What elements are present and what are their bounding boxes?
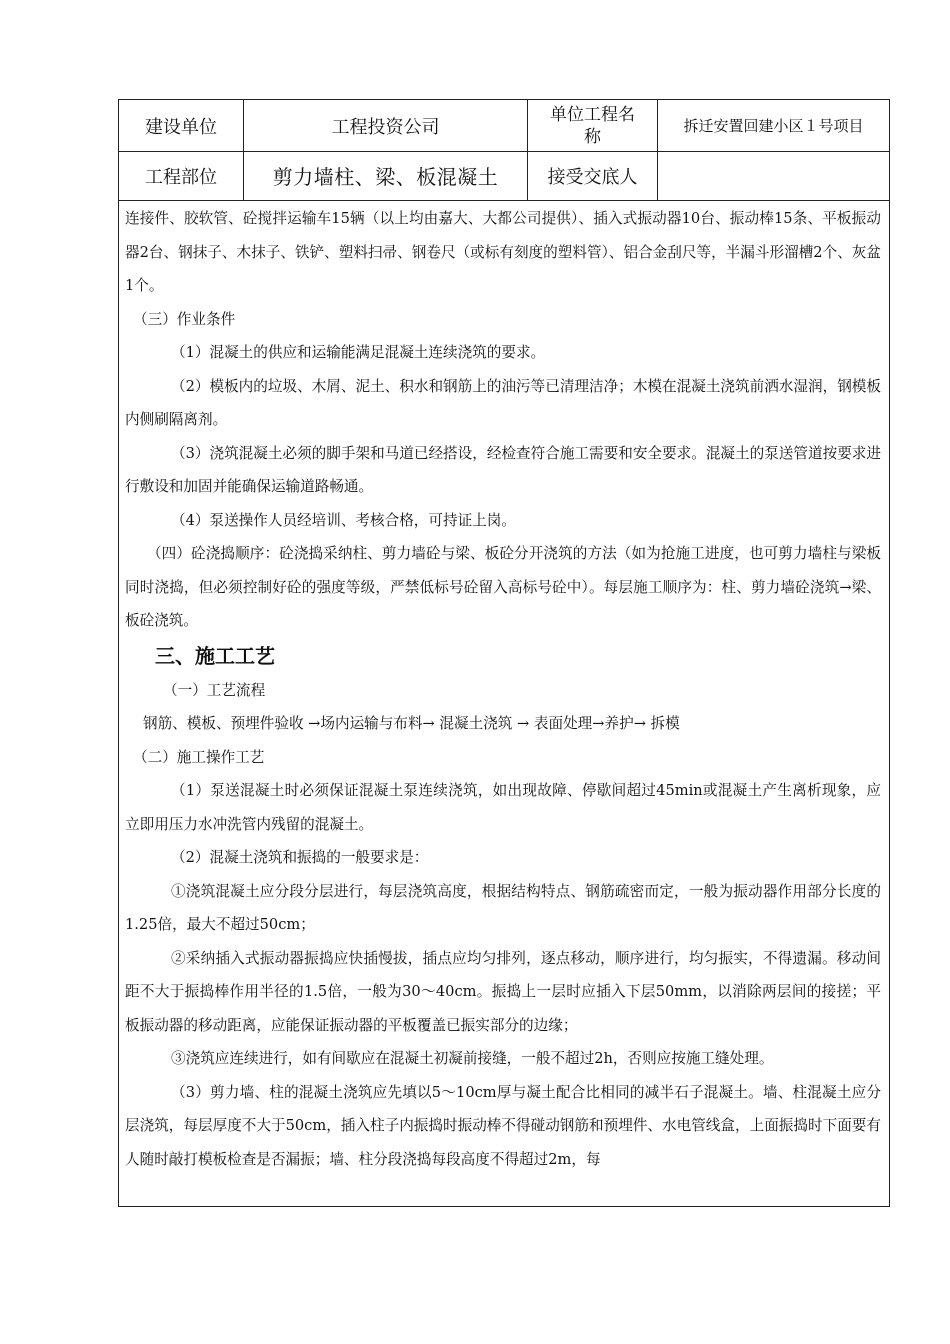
- construction-unit-label: 建设单位: [119, 100, 244, 151]
- project-name-label-line2: 称: [584, 126, 601, 147]
- section-heading-conditions: （三）作业条件: [133, 310, 236, 328]
- paragraph-equipment: 连接件、胶软管、砼搅拌运输车15辆（以上均由嘉大、大都公司提供）、插入式振动器10台、振动棒15条、平板振动器2台、钢抹子、木抹子、铁铲、塑料扫帚、钢卷尺（或标有刻度的塑料管）、铝合金刮尺等，半漏斗形溜槽2个、灰盆1个。: [125, 210, 881, 294]
- project-name-value: 拆迁安置回建小区１号项目: [683, 117, 864, 135]
- project-name-label: [528, 100, 658, 151]
- header-row-1: [119, 100, 889, 152]
- operation-2: （2）混凝土浇筑和振捣的一般要求是：: [171, 849, 429, 866]
- sub-heading-flow: （一）工艺流程: [163, 681, 266, 699]
- paragraph-pouring-order: （四）砼浇捣顺序：砼浇捣采纳柱、剪力墙砼与梁、板砼分开浇筑的方法（如为抢施工进度，也可剪力墙柱与梁板同时浇捣，但必须控制好砼的强度等级，严禁低标号砼留入高标号砼中）。每层施工顺序为：柱、剪力墙砼浇筑→梁、板砼浇筑。: [125, 545, 881, 629]
- project-part-label: 工程部位: [119, 151, 244, 200]
- recipient-value: [658, 151, 889, 200]
- document-table: [118, 99, 890, 1207]
- operation-3: （3）剪力墙、柱的混凝土浇筑应先填以5～10cm厚与凝土配合比相同的减半石子混凝土。墙、柱混凝土应分层浇筑，每层厚度不大于50cm，插入柱子内振捣时振动棒不得碰动钢筋和预埋件、水电管线盒，上面振捣时下面要有人随时敲打模板检查是否漏振；墙、柱分段浇捣每段高度不得超过2m，每: [125, 1083, 881, 1168]
- project-part-value: 剪力墙柱、梁、板混凝土: [244, 151, 528, 200]
- condition-4: （4）泵送操作人员经培训、考核合格，可持证上岗。: [171, 511, 516, 529]
- operation-2b: ②采纳插入式振动器振捣应快插慢拔，插点应均匀排列，逐点移动，顺序进行，均匀振实，不得遗漏。移动间距不大于振捣棒作用半径的1.5倍，一般为30～40cm。振捣上一层时应插入下层50mm，以消除两层间的接搓；平板振动器的移动距离，应能保证振动器的平板覆盖已振实部分的边缘；: [125, 949, 881, 1034]
- condition-2: （2）模板内的垃圾、木屑、泥土、积水和钢筋上的油污等已清理洁净；木模在混凝土浇筑前洒水湿润，钢模板内侧刷隔离剂。: [125, 377, 881, 428]
- construction-unit-value: 工程投资公司: [244, 100, 528, 151]
- condition-1: （1）混凝土的供应和运输能满足混凝土连续浇筑的要求。: [171, 344, 546, 361]
- operation-1: （1）泵送混凝土时必须保证混凝土泵连续浇筑，如出现故障、停歇间超过45min或混凝土产生离析现象，应立即用压力水冲洗管内残留的混凝土。: [125, 782, 881, 833]
- sub-heading-operation: （二）施工操作工艺: [133, 748, 265, 766]
- section-heading-process: 三、施工工艺: [155, 643, 275, 668]
- header-row-2: [119, 151, 889, 201]
- operation-2a: ①浇筑混凝土应分段分层进行，每层浇筑高度，根据结构特点、钢筋疏密而定，一般为振动器作用部分长度的1.25倍，最大不超过50cm；: [125, 882, 881, 933]
- recipient-label: 接受交底人: [528, 151, 658, 200]
- document-body: [125, 202, 881, 1176]
- operation-2c: ③浇筑应连续进行，如有间歇应在混凝土初凝前接缝，一般不超过2h，否则应按施工缝处理。: [171, 1050, 774, 1067]
- project-name-label-line1: 单位工程名: [550, 104, 635, 125]
- process-flow: 钢筋、模板、预埋件验收 →场内运输与布料→ 混凝土浇筑 → 表面处理→养护→ 拆模: [143, 715, 680, 732]
- condition-3: （3）浇筑混凝土必须的脚手架和马道已经搭设，经检查符合施工需要和安全要求。混凝土的泵送管道按要求进行敷设和加固并能确保运输道路畅通。: [125, 444, 881, 495]
